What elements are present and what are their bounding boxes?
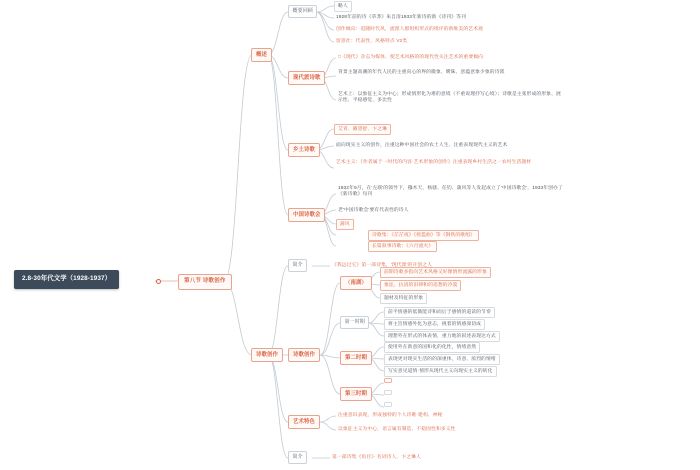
group-artistic-features[interactable]: 艺术特色 <box>288 415 320 429</box>
group-summary-review[interactable]: 概要回顾 <box>288 5 317 18</box>
leaf-item[interactable]: 略人 <box>334 1 352 12</box>
leaf-item[interactable]: 《我远过它》第一部诗集，'现代派'的开创之人 <box>332 262 432 268</box>
subgroup-nanhu[interactable]: （南湖） <box>340 276 372 290</box>
leaf-item[interactable]: 艾青、戴望舒、卞之琳 <box>334 124 391 135</box>
leaf-item[interactable]: 艺术上：以象征主义为中心；形成情形化为难的意境（不重说理抒写心境）；诗歌是主张形成的形象、展示性、平稳感觉、多比性 <box>338 91 561 103</box>
group-poetry-creation[interactable]: 诗歌创作 <box>288 348 320 362</box>
subgroup-period-1[interactable]: 第一时期 <box>340 316 369 329</box>
leaf-item[interactable]: 将主旨情感外化为意志，挑着的情感深切成 <box>384 319 485 330</box>
group-chinese-poetry-society[interactable]: 中国诗歌会 <box>288 208 325 222</box>
subgroup-period-2[interactable]: 第二时期 <box>340 351 372 365</box>
group-intro-1[interactable]: 简介 <box>288 259 307 272</box>
branch-node-poetry[interactable]: 第八节 诗歌创作 <box>178 274 232 290</box>
leaf-item[interactable]: 第一部诗集《鱼目》· 名词诗人、卞之琳人 <box>332 454 421 460</box>
root-collapse-toggle[interactable] <box>156 279 161 284</box>
leaf-item[interactable]: 前期诗歌多指向艺术风格又好像情形流露的形象 <box>380 267 491 278</box>
leaf-item[interactable]: 理想外在形式的体表情，重力地的叙述表现达方式 <box>384 331 500 342</box>
root-node[interactable]: 2.8-30年代文学（1928-1937） <box>14 270 119 289</box>
leaf-item[interactable]: 前半情感的低微能诗和而后于感情的道读的节奏 <box>384 307 495 318</box>
leaf-item[interactable]: 1932年9月，在'左联'的领导下，穆木天、杨骚、任钧、蒲风等人发起成立了'中国诗歌会'，1933年创办了《新诗歌》旬刊 <box>338 185 563 197</box>
leaf-item[interactable]: 象征、抗清的旧律和的追想的冷漠 <box>380 280 461 291</box>
leaf-item[interactable]: □《现代》杂志为媒体，使艺术风格的的现代性关注艺术的重要倾向 <box>338 54 484 60</box>
leaf-item[interactable]: 以象征主义为中心，语言属有制造、不稳固性和多义性 <box>338 426 456 432</box>
leaf-item[interactable]: 题材及特征的形象 <box>380 293 427 304</box>
leaf-item[interactable] <box>384 378 392 383</box>
leaf-item[interactable]: 创作倾向：追随时代风，流派人群组织形式的批评的新唯美的艺术观 <box>336 26 483 32</box>
section-poetry-works[interactable]: 诗歌创作 <box>251 348 283 362</box>
leaf-item[interactable]: 1928年前的诗《草莽》朱自清1933年新诗的新《诗刊》等刊 <box>336 14 466 20</box>
leaf-item[interactable]: 长篇叙事诗歌：《六月流火》 <box>368 241 437 252</box>
leaf-item[interactable]: 背景主题高潮的年代人民的主重向心的界的微象、暧昧、意蕴意象少象的诗派 <box>338 69 505 75</box>
leaf-item[interactable]: 艺术主义：《作者属于一时代的内容·艺术形象的创作》注重表现乡村生活之一农村生活题材 <box>336 159 532 165</box>
group-rural-poetry[interactable]: 乡土诗歌 <box>288 143 320 157</box>
group-intro-2[interactable]: 简介 <box>288 451 307 464</box>
leaf-item[interactable]: 写实意见道情·情形从现代主义向现实主义的转化 <box>384 366 497 377</box>
leaf-item[interactable]: 表现更对现实生活的的深重体，诗意、浓烈的情绪 <box>384 354 500 365</box>
group-modernist-poetry[interactable]: 现代派诗歌 <box>288 71 325 85</box>
leaf-item[interactable] <box>384 390 392 395</box>
leaf-item[interactable]: 诗歌集：《茫茫夜》《摇篮曲》等《钢铁的歌唱》 <box>368 230 479 241</box>
leaf-item[interactable]: 留意社：代表性、风格特点 V2类 <box>336 38 408 44</box>
leaf-item[interactable]: 面向现实主义的创作，注重这种中国社会的农土人生、注重表现现代主义的艺术 <box>336 142 508 148</box>
subgroup-period-3[interactable]: 第三时期 <box>340 387 372 401</box>
leaf-item[interactable]: 注重意识表现，形成独特的个人诗歌·建构、神秘 <box>338 412 443 418</box>
leaf-item[interactable]: 老'中国诗歌会'要有代表性的诗人 <box>338 207 409 213</box>
leaf-item[interactable]: 使用外在新意的国和化的化性，情绪意然 <box>384 342 480 353</box>
leaf-item[interactable]: 蒲风 <box>336 219 354 230</box>
section-overview[interactable]: 概述 <box>251 48 272 62</box>
leaf-item[interactable] <box>384 402 392 407</box>
